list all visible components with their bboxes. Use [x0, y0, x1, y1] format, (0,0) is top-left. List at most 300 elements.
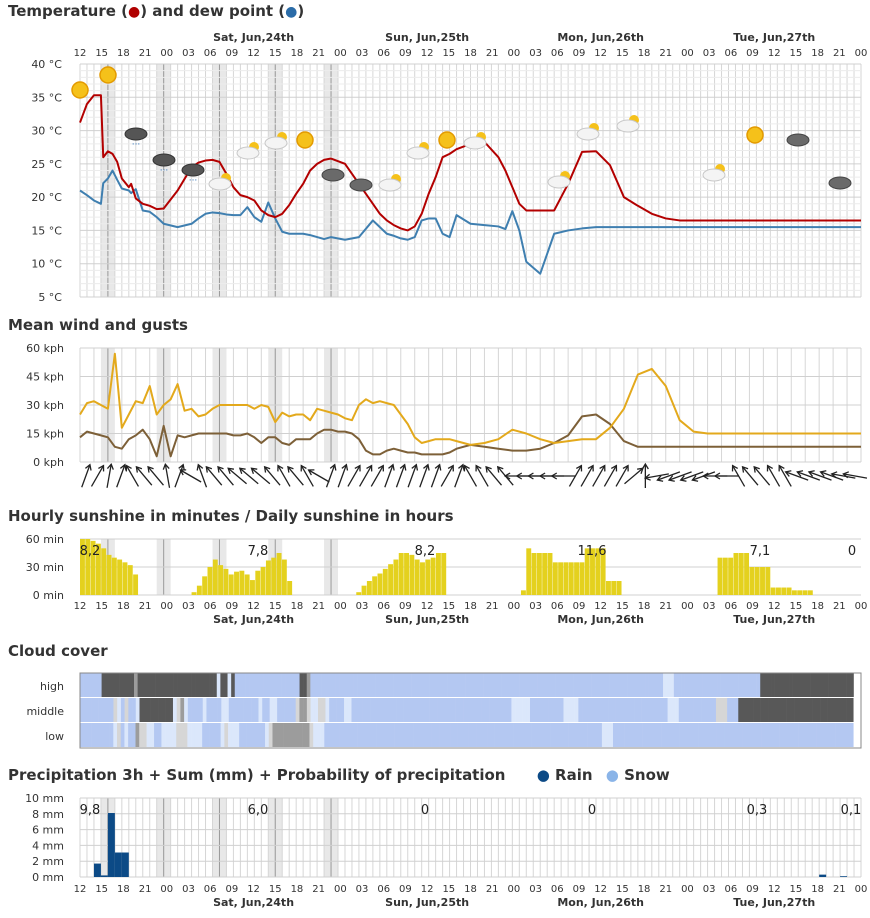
- cloud-cell: [288, 698, 292, 722]
- sun-icon: [100, 67, 116, 83]
- snow-legend-dot: ●: [605, 766, 619, 784]
- cloud-cell: [562, 673, 566, 697]
- cloud-cell: [695, 673, 699, 697]
- cloud-cell: [713, 723, 717, 747]
- cloud-cell: [624, 723, 628, 747]
- cloud-cell: [392, 698, 396, 722]
- cloud-cell: [113, 723, 117, 747]
- day-label: Mon, Jun,26th: [557, 896, 645, 909]
- cloud-cell: [235, 673, 239, 697]
- sunshine-bar: [749, 567, 754, 595]
- hour-tick-label: 21: [659, 601, 673, 612]
- sunshine-bar: [107, 555, 112, 595]
- cloud-cell: [519, 698, 523, 722]
- cloud-cell: [254, 723, 258, 747]
- cloud-cell: [578, 698, 582, 722]
- cloud-cell: [321, 673, 325, 697]
- cloud-cell: [543, 723, 547, 747]
- cloud-cell: [532, 723, 536, 747]
- hour-tick-label: 00: [160, 601, 174, 612]
- cloud-cell: [296, 673, 300, 697]
- cloud-cell: [546, 723, 550, 747]
- cloud-cell: [632, 723, 636, 747]
- cloud-cell: [418, 698, 422, 722]
- y-tick-label: 15 kph: [26, 427, 64, 441]
- hour-tick-label: 03: [182, 884, 195, 895]
- cloud-cell: [577, 673, 581, 697]
- cloud-cell: [839, 673, 843, 697]
- cloud-cell: [198, 723, 202, 747]
- cloud-cell: [850, 723, 854, 747]
- wind-direction-arrow: [382, 464, 396, 489]
- cloud-cell: [775, 673, 779, 697]
- y-tick-label: 6 mm: [32, 823, 64, 837]
- cloud-cell: [802, 723, 806, 747]
- sunshine-bar: [218, 565, 223, 595]
- cloud-cell: [206, 698, 210, 722]
- cloud-cell: [181, 673, 185, 697]
- cloud-cell: [124, 723, 128, 747]
- y-tick-label: 60 kph: [26, 342, 64, 355]
- cloud-cell: [165, 723, 169, 747]
- hour-tick-label: 21: [138, 601, 152, 612]
- cloud-cell: [277, 698, 281, 722]
- sunshine-bar: [362, 586, 367, 595]
- cloud-cell: [772, 698, 776, 722]
- wind-direction-arrow: [429, 464, 443, 489]
- hour-tick-label: 21: [832, 884, 846, 895]
- cloud-cell: [303, 673, 307, 697]
- cloud-cell: [590, 698, 594, 722]
- day-label: Tue, Jun,27th: [733, 896, 816, 909]
- cloud-cell: [300, 673, 304, 697]
- cloud-cell: [524, 723, 528, 747]
- arrow-shaft: [136, 467, 151, 485]
- cloud-cell: [128, 723, 132, 747]
- cloud-cell: [794, 723, 798, 747]
- sunshine-bar: [617, 581, 622, 595]
- hour-tick-label: 15: [95, 48, 109, 59]
- cloud-cell: [508, 673, 512, 697]
- hour-tick-label: 12: [247, 48, 260, 59]
- hour-tick-label: 00: [854, 601, 868, 612]
- cloud-cell: [794, 698, 798, 722]
- cloud-cell: [372, 673, 376, 697]
- cloud-cell: [476, 723, 480, 747]
- cloud-cell: [824, 723, 828, 747]
- cloud-cell: [465, 673, 469, 697]
- cloud-cell: [555, 673, 559, 697]
- cloud-cell: [147, 723, 151, 747]
- cloud-cell: [358, 723, 362, 747]
- cloud-cell: [537, 673, 541, 697]
- cloud-cell: [402, 723, 406, 747]
- cloud-cell: [544, 673, 548, 697]
- cloud-cell: [454, 673, 458, 697]
- cloud-cell: [313, 723, 317, 747]
- y-tick-label: 35 °C: [31, 91, 62, 105]
- cloud-cell: [685, 673, 689, 697]
- cloud-cell: [659, 673, 663, 697]
- cloud-cell: [541, 698, 545, 722]
- cloud-cell: [224, 723, 228, 747]
- sunshine-bar: [553, 562, 558, 595]
- cloud-cell: [199, 698, 203, 722]
- cloud-cell: [217, 673, 221, 697]
- cloud-cell: [195, 723, 199, 747]
- hour-tick-label: 09: [572, 48, 586, 59]
- cloud-cell: [671, 698, 675, 722]
- cloud-cell: [530, 673, 534, 697]
- hour-tick-label: 03: [529, 601, 542, 612]
- cloud-cell: [343, 673, 347, 697]
- cloud-cell: [450, 723, 454, 747]
- cloud-cell: [789, 673, 793, 697]
- cloud-cell: [224, 673, 228, 697]
- cloud-cell: [143, 698, 147, 722]
- cloud-cell: [742, 698, 746, 722]
- hour-tick-label: 12: [420, 884, 434, 895]
- cloud-cell: [240, 698, 244, 722]
- cloud-cell: [125, 698, 129, 722]
- cloud-cell: [117, 698, 121, 722]
- cloud-cell: [821, 673, 825, 697]
- cloud-cell: [627, 698, 631, 722]
- cloud-cell: [446, 723, 450, 747]
- cloud-cell: [816, 698, 820, 722]
- sunshine-bar: [239, 571, 244, 595]
- cloud-cell: [820, 723, 824, 747]
- cloud-cell: [688, 673, 692, 697]
- cloud-cell: [80, 723, 84, 747]
- cloud-cell: [239, 723, 243, 747]
- hour-tick-label: 00: [681, 601, 694, 612]
- wind-direction-arrow: [405, 464, 419, 489]
- cloud-cell: [188, 673, 192, 697]
- cloud-cell: [569, 723, 573, 747]
- cloud-cell: [505, 673, 509, 697]
- cloud-cell: [846, 698, 850, 722]
- cloud-cell: [554, 723, 558, 747]
- cloud-cell: [818, 673, 822, 697]
- cloud-cell: [573, 673, 577, 697]
- cloud-cell: [817, 723, 821, 747]
- sunshine-bar: [558, 562, 563, 595]
- hour-tick-label: 21: [312, 884, 326, 895]
- daily-sunshine-label: 11,6: [577, 544, 607, 559]
- hour-tick-label: 15: [442, 884, 456, 895]
- cloud-cell: [333, 698, 337, 722]
- cloud-cell: [535, 723, 539, 747]
- sunshine-bar: [250, 580, 255, 595]
- hour-tick-label: 00: [854, 884, 868, 895]
- cloud-cell: [645, 673, 649, 697]
- arrow-shaft: [486, 467, 501, 485]
- day-label: Mon, Jun,26th: [557, 613, 645, 626]
- cloud-cell: [213, 673, 217, 697]
- cloud-cell: [335, 723, 339, 747]
- cloud-cell: [128, 698, 132, 722]
- rain-bar: [819, 875, 826, 877]
- cloud-cell: [605, 673, 609, 697]
- cloud-cell: [591, 723, 595, 747]
- sunshine-bar: [808, 590, 813, 595]
- wind-direction-arrow: [146, 465, 166, 487]
- cloud-cell: [563, 698, 567, 722]
- cloud-cell: [267, 673, 271, 697]
- cloud-cell: [390, 673, 394, 697]
- raindrops-icon: ⋅⋅⋅: [188, 176, 198, 186]
- cloud-cell: [606, 723, 610, 747]
- cloud-cell: [84, 698, 88, 722]
- wind-direction-arrow: [89, 464, 106, 488]
- cloud-cell: [273, 698, 277, 722]
- cloud-cell: [501, 673, 505, 697]
- cloud-cell: [705, 698, 709, 722]
- cloud-cell: [471, 698, 475, 722]
- cloud-cell: [703, 673, 707, 697]
- raindrops-icon: ⋅⋅⋅: [159, 166, 169, 176]
- cloud-cell: [456, 698, 460, 722]
- rain-bar: [108, 813, 115, 877]
- cloud-cell: [206, 673, 210, 697]
- day-label: Tue, Jun,27th: [733, 613, 816, 626]
- cloud-icon: [617, 120, 639, 132]
- cloud-cell: [811, 673, 815, 697]
- cloud-cell: [214, 698, 218, 722]
- cloud-cell: [210, 723, 214, 747]
- cloud-cell: [264, 673, 268, 697]
- sunshine-bar: [197, 586, 202, 595]
- cloud-cell: [261, 723, 265, 747]
- sunshine-bar: [606, 581, 611, 595]
- daily-precip-sum: 0: [587, 803, 597, 818]
- cloud-cell: [381, 698, 385, 722]
- hour-tick-label: 18: [290, 884, 304, 895]
- raindrops-icon: ⋅⋅⋅: [131, 140, 141, 150]
- cloud-cell: [679, 698, 683, 722]
- cloud-cell: [513, 723, 517, 747]
- hour-tick-label: 09: [746, 601, 759, 612]
- cloud-cell: [461, 723, 465, 747]
- cloud-cell: [767, 673, 771, 697]
- cloud-cell: [134, 673, 138, 697]
- cloud-title: Cloud cover: [8, 642, 108, 660]
- sunshine-bar: [367, 581, 372, 595]
- cloud-cell: [683, 723, 687, 747]
- cloud-cell: [102, 723, 106, 747]
- cloud-cell: [379, 673, 383, 697]
- cloud-cell: [480, 723, 484, 747]
- cloud-cell: [210, 673, 214, 697]
- cloud-cell: [262, 698, 266, 722]
- cloud-cell: [269, 723, 273, 747]
- hour-tick-label: 18: [464, 884, 477, 895]
- cloud-cell: [258, 723, 262, 747]
- cloud-cell: [595, 673, 599, 697]
- cloud-cell: [778, 673, 782, 697]
- cloud-cell: [528, 723, 532, 747]
- cloud-row-label: high: [40, 680, 64, 693]
- cloud-cell: [746, 723, 750, 747]
- cloud-cell: [337, 698, 341, 722]
- cloud-cell: [842, 723, 846, 747]
- cloud-cell: [91, 723, 95, 747]
- cloud-cell: [170, 673, 174, 697]
- day-label: Sat, Jun,24th: [213, 31, 295, 44]
- daily-sunshine-label: 8,2: [414, 544, 436, 559]
- cloud-cell: [238, 673, 242, 697]
- cloud-cell: [646, 723, 650, 747]
- hour-tick-label: 15: [268, 884, 282, 895]
- cloud-cell: [440, 673, 444, 697]
- cloud-cell: [454, 723, 458, 747]
- arrow-shaft: [360, 466, 372, 487]
- cloud-cell: [628, 723, 632, 747]
- cloud-cell: [374, 698, 378, 722]
- cloud-cell: [664, 698, 668, 722]
- cloud-cell: [779, 698, 783, 722]
- cloud-cell: [400, 698, 404, 722]
- cloud-cell: [772, 723, 776, 747]
- cloud-cell: [613, 723, 617, 747]
- cloud-cell: [495, 723, 499, 747]
- sunshine-bar: [117, 560, 122, 595]
- cloud-cell: [102, 698, 106, 722]
- cloud-cell: [497, 698, 501, 722]
- cloud-cell: [743, 723, 747, 747]
- hour-tick-label: 09: [225, 884, 239, 895]
- sunshine-bar: [733, 553, 738, 595]
- cloud-cell: [569, 673, 573, 697]
- cloud-cell: [469, 723, 473, 747]
- wind-direction-arrow: [179, 467, 203, 484]
- y-tick-label: 30 °C: [31, 124, 62, 138]
- hour-tick-label: 06: [550, 601, 564, 612]
- arrow-shaft: [604, 466, 616, 487]
- cloud-cell: [380, 723, 384, 747]
- wind-direction-arrow: [162, 464, 172, 489]
- cloud-cell: [594, 723, 598, 747]
- cloud-cell: [220, 673, 224, 697]
- cloud-cell: [243, 723, 247, 747]
- cloud-icon: [703, 169, 725, 181]
- cloud-cell: [630, 698, 634, 722]
- cloud-cell: [608, 698, 612, 722]
- sunshine-bar: [202, 576, 207, 595]
- hour-tick-label: 03: [355, 884, 369, 895]
- hour-tick-label: 15: [95, 884, 109, 895]
- cloud-cell: [415, 673, 419, 697]
- hour-tick-label: 12: [594, 48, 608, 59]
- cloud-cell: [139, 723, 143, 747]
- cloud-cell: [177, 673, 181, 697]
- cloud-cell: [754, 723, 758, 747]
- cloud-cell: [604, 698, 608, 722]
- cloud-cell: [355, 698, 359, 722]
- hour-tick-label: 03: [182, 48, 195, 59]
- cloud-cell: [397, 673, 401, 697]
- cloud-cell: [627, 673, 631, 697]
- wind-direction-arrow: [104, 464, 114, 489]
- cloud-cell: [749, 698, 753, 722]
- cloud-cell: [384, 723, 388, 747]
- cloud-cell: [645, 698, 649, 722]
- cloud-cell: [276, 723, 280, 747]
- cloud-cell: [458, 723, 462, 747]
- cloud-cell: [396, 698, 400, 722]
- cloud-cell: [191, 723, 195, 747]
- cloud-cell: [433, 698, 437, 722]
- precipitation-chart: [0, 783, 870, 918]
- cloud-cell: [764, 673, 768, 697]
- cloud-cell: [639, 723, 643, 747]
- y-tick-label: 20 °C: [31, 191, 62, 205]
- hour-tick-label: 18: [637, 48, 651, 59]
- rain-bar: [122, 853, 129, 877]
- hour-tick-label: 00: [507, 48, 521, 59]
- hour-tick-label: 06: [550, 884, 564, 895]
- hour-tick-label: 09: [746, 48, 759, 59]
- cloud-cell: [717, 723, 721, 747]
- cloud-cell: [520, 723, 524, 747]
- hour-tick-label: 15: [615, 601, 629, 612]
- day-label: Tue, Jun,27th: [733, 31, 816, 44]
- cloud-cell: [739, 723, 743, 747]
- hour-tick-label: 15: [442, 48, 456, 59]
- arrow-shaft: [465, 466, 477, 487]
- cloud-cell: [314, 673, 318, 697]
- cloud-cell: [80, 698, 84, 722]
- cloud-chart: [0, 660, 870, 750]
- cloud-cell: [583, 723, 587, 747]
- cloud-cell: [282, 673, 286, 697]
- rain-bar: [115, 853, 122, 877]
- arrow-shaft: [218, 467, 233, 485]
- cloud-cell: [768, 723, 772, 747]
- cloud-cell: [813, 723, 817, 747]
- cloud-cell: [359, 698, 363, 722]
- sunshine-bar: [372, 576, 377, 595]
- cloud-cell: [272, 723, 276, 747]
- sunshine-bar: [383, 569, 388, 595]
- sunshine-bar: [356, 592, 361, 595]
- hour-tick-label: 09: [746, 884, 759, 895]
- cloud-cell: [364, 673, 368, 697]
- arrow-shaft: [616, 466, 628, 487]
- cloud-cell: [643, 723, 647, 747]
- sun-icon: [747, 127, 763, 143]
- cloud-cell: [506, 723, 510, 747]
- cloud-cell: [638, 673, 642, 697]
- cloud-cell: [472, 673, 476, 697]
- cloud-cell: [94, 673, 98, 697]
- sunshine-bar: [229, 574, 234, 595]
- precip-title-text: Precipitation 3h + Sum (mm) + Probability of precipitation: [8, 766, 506, 784]
- rain-bar: [101, 875, 108, 877]
- cloud-cell: [582, 698, 586, 722]
- cloud-cell: [619, 698, 623, 722]
- cloud-cell: [750, 723, 754, 747]
- cloud-cell: [656, 698, 660, 722]
- cloud-cell: [831, 723, 835, 747]
- hour-tick-label: 18: [637, 884, 651, 895]
- cloud-icon: [577, 128, 599, 140]
- cloud-cell: [839, 723, 843, 747]
- cloud-cell: [738, 698, 742, 722]
- cloud-cell: [202, 723, 206, 747]
- cloud-icon: [787, 134, 809, 146]
